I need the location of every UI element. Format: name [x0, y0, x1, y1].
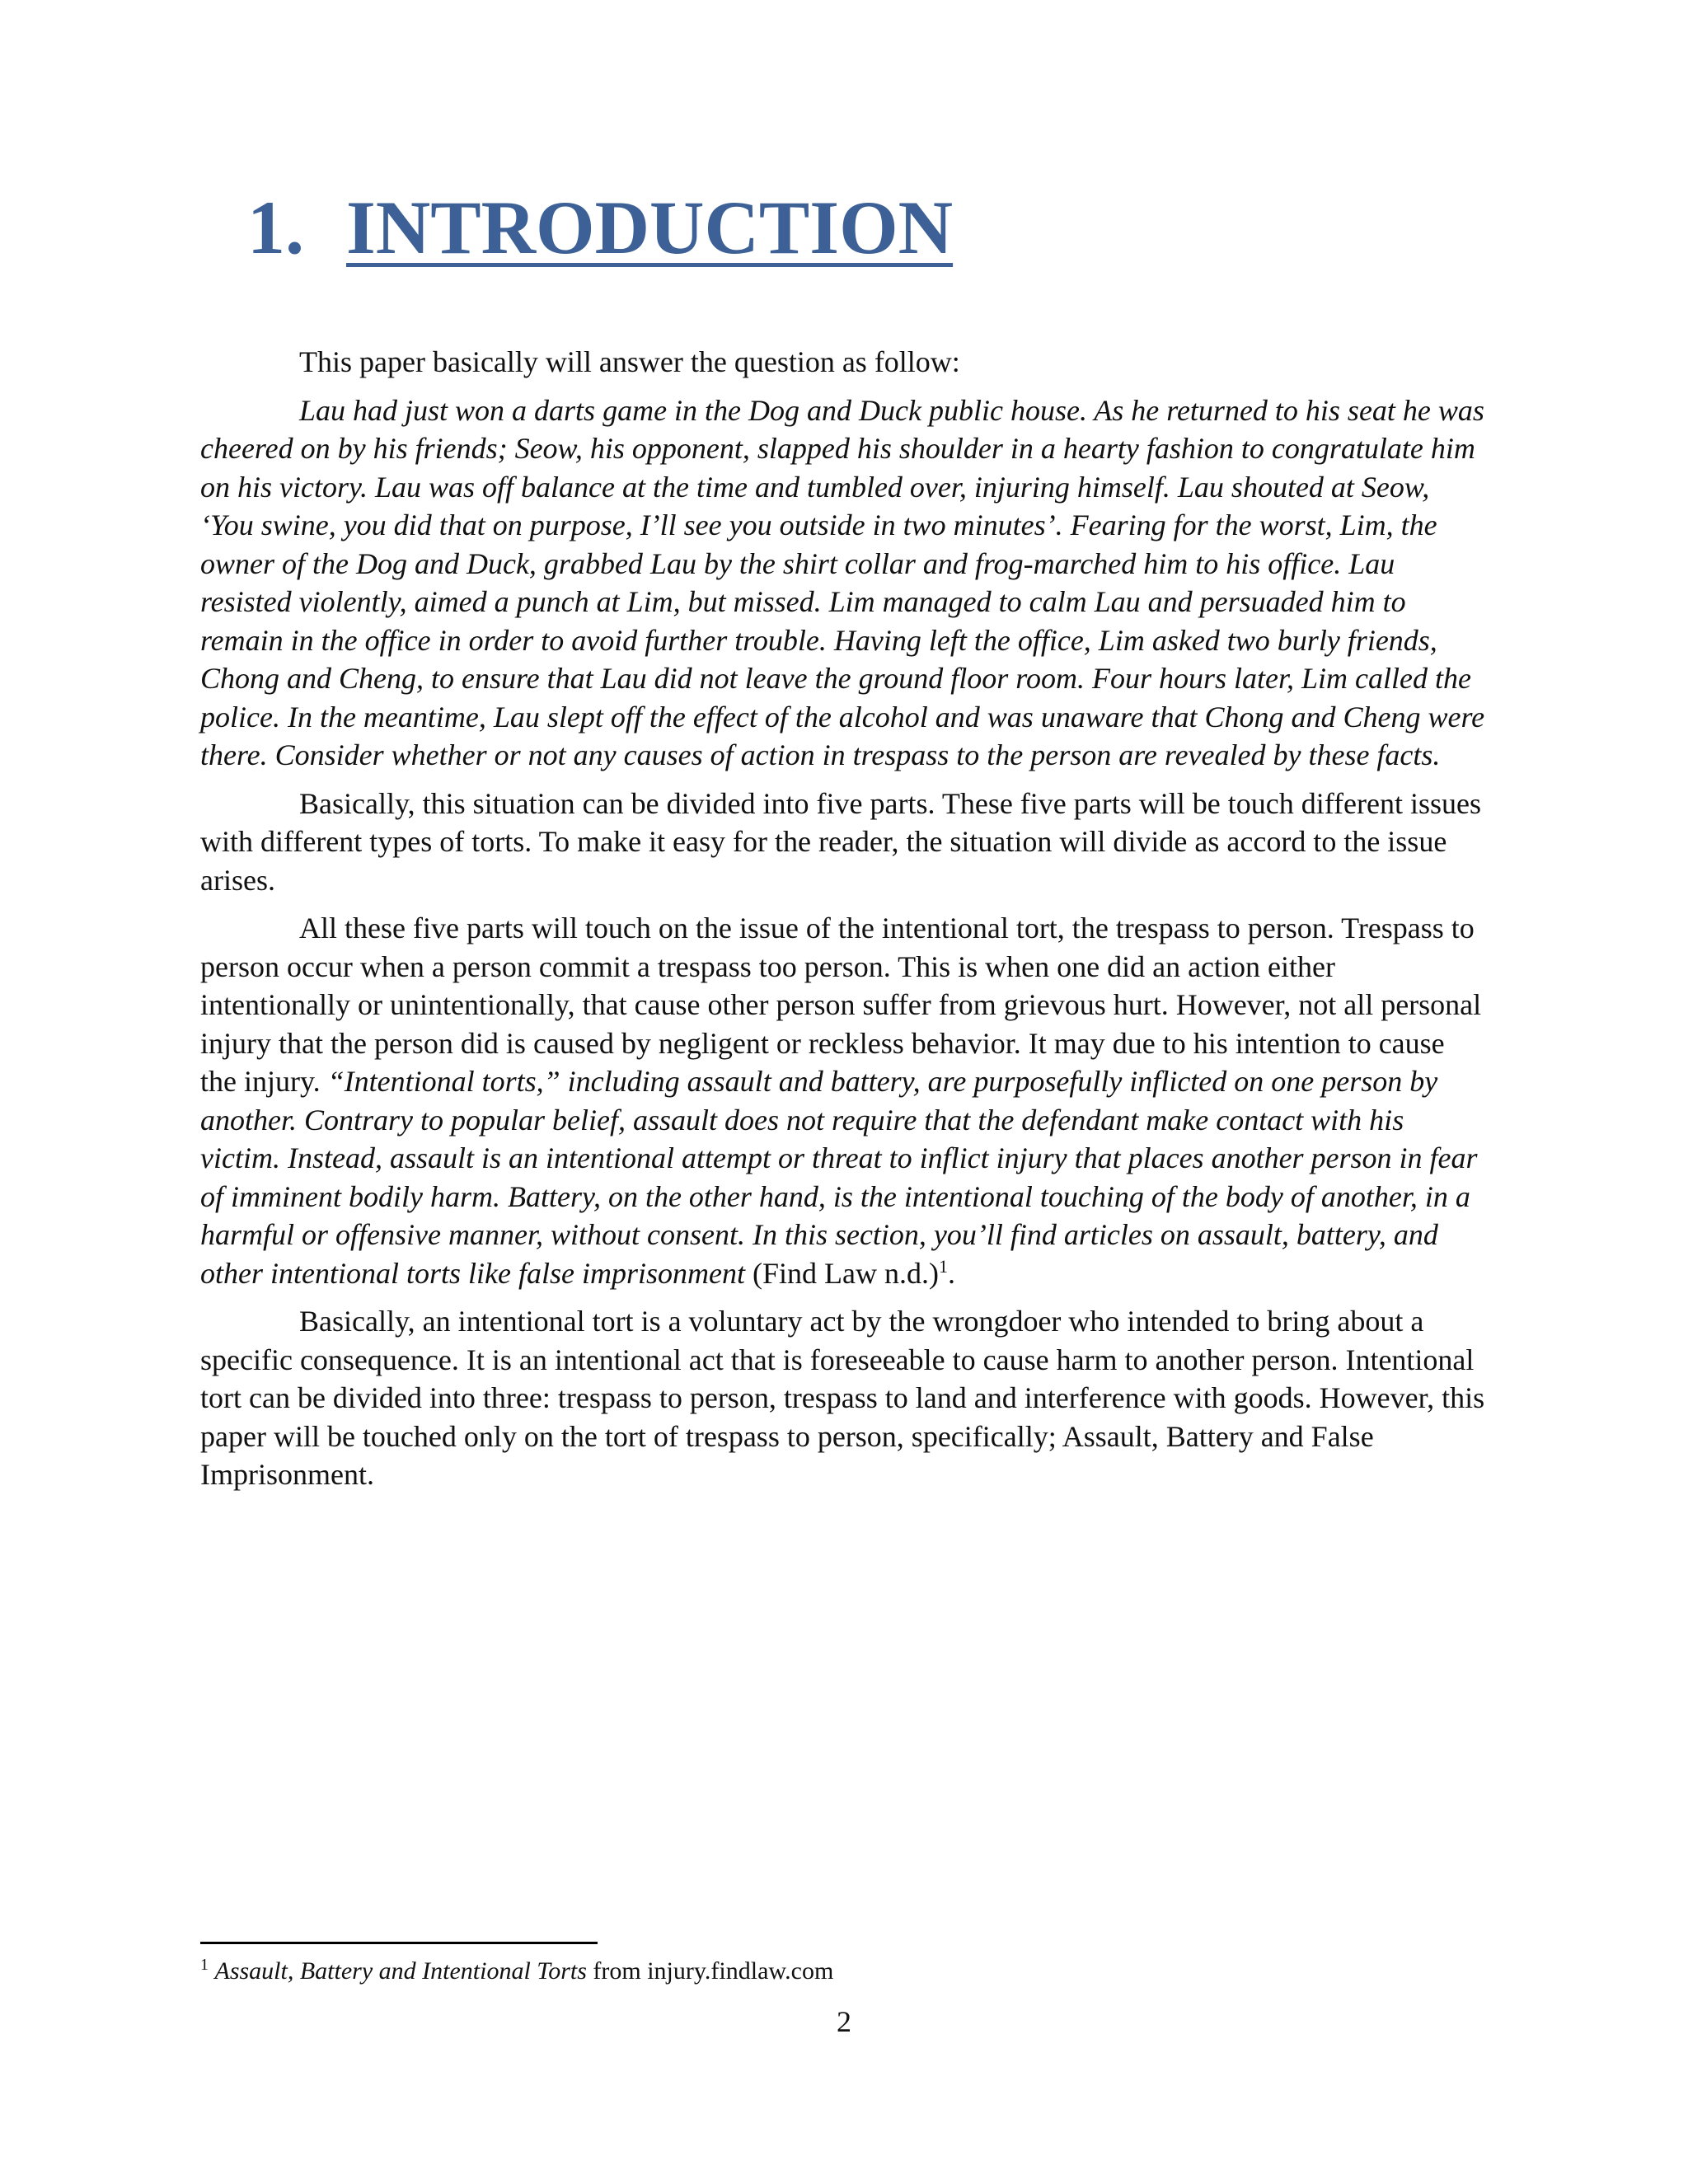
footnote-marker: 1 [200, 1956, 209, 1974]
page-number: 2 [837, 2005, 851, 2038]
sentence-end: . [947, 1256, 955, 1290]
section-heading [247, 185, 954, 269]
trespass-text: All these five parts will touch on the issue of the intentional tort, the trespass to person. Trespass to person occur when a person commit a trespass too person. This is when one did an action either intentionally or unintentionally, that cause other person suffer from grievous hurt. However, not all personal injury that the person did is caused by negligent or reckless behavior. It may due to his intention to cause the injury. [200, 912, 1482, 1098]
section-number: 1. [247, 185, 304, 269]
footnote-divider [200, 1942, 598, 1944]
section-title: INTRODUCTION [346, 185, 954, 269]
footnote-source: from injury.findlaw.com [586, 1957, 834, 1985]
citation: (Find Law n.d.) [744, 1256, 939, 1290]
footnote-reference[interactable]: 1 [938, 1255, 948, 1277]
footnote-title: Assault, Battery and Intentional Torts [214, 1957, 587, 1985]
question-paragraph: Lau had just won a darts game in the Dog and Duck public house. As he returned to his seat he was cheered on by his friends; Seow, his opponent, slapped his shoulder in a hearty fashion to congratulate him on his victory. Lau was off balance at the time and tumbled over, injuring himself. Lau shouted at Seow, ‘You swine, you did that on purpose, I’ll see you outside in two minutes’. Fearing for the worst, Lim, the owner of the Dog and Duck, grabbed Lau by the shirt collar and frog-marched him to his office. Lau resisted violently, aimed a punch at Lim, but missed. Lim managed to calm Lau and persuaded him to remain in the office in order to avoid further trouble. Having left the office, Lim asked two burly friends, Chong and Cheng, to ensure that Lau did not leave the ground floor room. Four hours later, Lim called the police. In the meantime, Lau slept off the effect of the alcohol and was unaware that Chong and Cheng were there. Consider whether or not any causes of action in trespass to the person are revealed by these facts. [200, 393, 1485, 771]
footnote [200, 1955, 833, 1988]
trespass-paragraph [200, 909, 1486, 1292]
intentional-tort-paragraph: Basically, an intentional tort is a voluntary act by the wrongdoer who intended to bring about a specific consequence. It is an intentional act that is foreseeable to cause harm to another person. Intentional tort can be divided into three: trespass to person, trespass to land and interference with goods. However, this paper will be touched only on the tort of trespass to person, specifically; Assault, Battery and False Imprisonment. [200, 1305, 1485, 1491]
body-text [200, 343, 1486, 1504]
findlaw-quote: “Intentional torts,” including assault and battery, are purposefully inflicted on one person by another. Contrary to popular belief, assault does not require that the defendant make contact with his victim. Instead, assault is an intentional attempt or threat to inflict injury that places another person in fear of imminent bodily harm. Battery, on the other hand, is the intentional touching of the body of another, in a harmful or offensive manner, without consent. In this section, you’ll find articles on assault, battery, and other intentional torts like false imprisonment [200, 1065, 1478, 1290]
situation-paragraph: Basically, this situation can be divided into five parts. These five parts will be touch different issues with different types of torts. To make it easy for the reader, the situation will divide as accord to the issue arises. [200, 786, 1482, 897]
intro-paragraph: This paper basically will answer the question as follow: [299, 345, 960, 378]
